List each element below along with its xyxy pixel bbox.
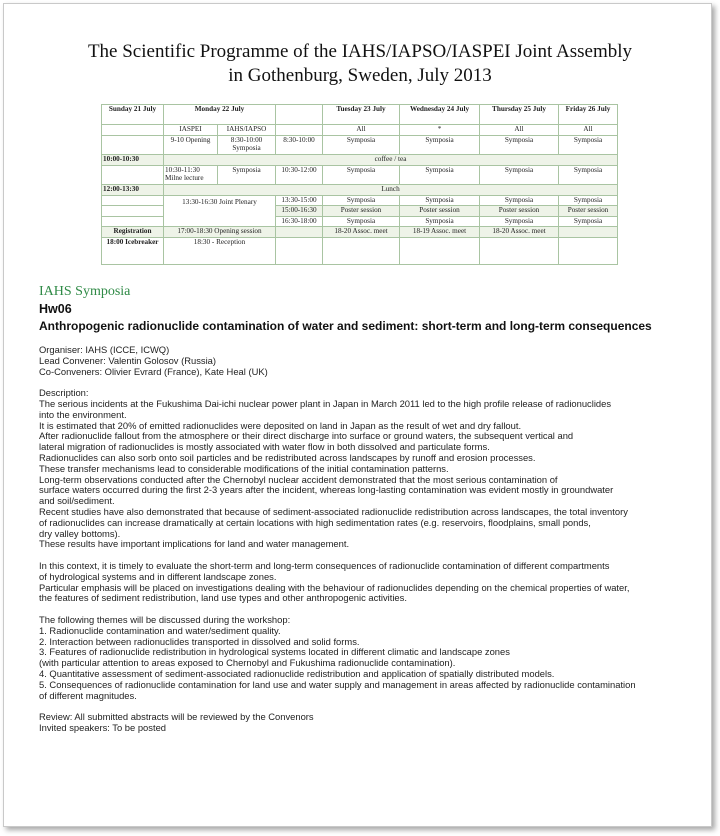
body-line: These results have important implications for land and water management. [39,538,350,550]
body-line: surface waters occurred during the first 2-3 years after the incident, whereas long-lasting contamination was evident mostly in groundwater [39,484,614,496]
cell: Symposia [559,136,618,155]
joint-plenary: 13:30-16:30 Joint Plenary [164,196,276,227]
schedule-row-afternoon-1 [102,196,618,206]
session-description [39,345,714,734]
body-line: After radionuclide fallout from the atmosphere or their direct discharge into surface or ground waters, the subsequent vertical and [39,430,574,442]
schedule-row-registration [102,227,618,238]
cell [323,238,400,265]
cell: 16:30-18:00 [276,217,323,227]
title-line-2: in Gothenburg, Sweden, July 2013 [228,65,492,86]
body-line: Organiser: IAHS (ICCE, ICWQ) [39,344,170,355]
header-thursday: Thursday 25 July [480,105,559,125]
body-line: Invited speakers: To be posted [39,721,166,733]
reception: 18:30 - Reception [164,238,276,265]
cell [276,125,323,136]
body-line [39,377,714,388]
cell: Symposia [480,166,559,185]
cell: Symposia [559,196,618,206]
body-line: In this context, it is timely to evaluate the short-term and long-term consequences of radionuclide contamination of different compartments [39,559,610,571]
header-wednesday: Wednesday 24 July [400,105,480,125]
schedule-row-morning-1 [102,136,618,155]
cell: Symposia [218,166,276,185]
cell: IAHS/IAPSO [218,125,276,136]
cell: 8:30-10:00 [276,136,323,155]
cell: 15:00-16:30 [276,206,323,217]
body-line: Long-term observations conducted after the Chernobyl nuclear accident demonstrated that the most serious contamination of [39,473,558,485]
body-line: Recent studies have also demonstrated that because of sediment-associated radionuclide redistribution across landscapes, the total inventory [39,505,628,517]
section-title: IAHS Symposia [39,284,131,299]
body-line: These transfer mechanisms lead to considerable modifications of the initial contamination patterns. [39,462,449,474]
cell: 9-10 Opening [164,136,218,155]
cell: Poster session [400,206,480,217]
header-sunday: Sunday 21 July [102,105,164,125]
cell: Symposia [559,217,618,227]
cell: IASPEI [164,125,218,136]
body-line: Radionuclides can also sorb onto soil particles and be redistributed across landscapes by runoff and erosion processes. [39,451,536,463]
cell: Symposia [323,136,400,155]
body-line: of radionuclides can increase dramatically at certain locations with high sedimentation rates (e.g. reservoirs, floodplains, small ponds, [39,516,591,528]
break-time: 10:00-10:30 [102,155,164,166]
cell: Symposia [400,196,480,206]
header-monday: Monday 22 July [164,105,276,125]
cell: Poster session [323,206,400,217]
cell [102,166,164,185]
cell: All [480,125,559,136]
cell: Symposia [480,217,559,227]
cell: Symposia [323,166,400,185]
cell: Symposia [480,136,559,155]
body-line: Lead Convener: Valentin Golosov (Russia) [39,354,217,366]
cell: 8:30-10:00 Symposia [218,136,276,155]
body-line: of hydrological systems and in different landscape zones. [39,570,277,582]
opening-session: 17:00-18:30 Opening session [164,227,276,238]
page-title [0,40,720,88]
body-line: dry valley bottoms). [39,527,121,539]
session-code: Hw06 [39,302,72,316]
body-line: The following themes will be discussed during the workshop: [39,613,291,625]
body-line: Particular emphasis will be placed on investigations dealing with the behaviour of radionuclides depending on the chemical properties of water, [39,581,630,593]
cell [102,125,164,136]
schedule-row-lunch [102,185,618,196]
schedule-row-coffee [102,155,618,166]
body-line: 3. Features of radionuclide redistribution in hydrological systems located in different climatic and landscape zones [39,646,510,658]
body-line: lateral migration of radionuclides is mostly associated with water flow in both dissolved and particulate forms. [39,441,490,453]
cell [559,238,618,265]
cell [102,217,164,227]
cell: Symposia [400,166,480,185]
cell: 10:30-12:00 [276,166,323,185]
schedule-header-row [102,105,618,125]
cell: Symposia [323,196,400,206]
cell: All [559,125,618,136]
header-tuesday: Tuesday 23 July [323,105,400,125]
header-friday: Friday 26 July [559,105,618,125]
body-line: the features of sediment redistribution, land use types and other anthropogenic activities. [39,592,407,604]
schedule-row-icebreaker [102,238,618,265]
icebreaker-label: 18:00 Icebreaker [102,238,164,265]
body-line: 1. Radionuclide contamination and water/sediment quality. [39,624,281,636]
cell [102,196,164,206]
registration-label: Registration [102,227,164,238]
cell: 13:30-15:00 [276,196,323,206]
body-line: Description: [39,387,89,399]
cell: Symposia [480,196,559,206]
cell [102,206,164,217]
cell [276,227,323,238]
break-label: coffee / tea [164,155,618,166]
break-time: 12:00-13:30 [102,185,164,196]
cell: 18-20 Assoc. meet [480,227,559,238]
break-label: Lunch [164,185,618,196]
schedule-row-morning-2 [102,166,618,185]
cell: Symposia [400,136,480,155]
body-line: 5. Consequences of radionuclide contamination for land use and water supply and management in areas affected by radionuclide contamination [39,678,636,690]
body-line: 4. Quantitative assessment of sediment-associated radionuclide redistribution and application of spatially distributed models. [39,667,555,679]
session-heading: Anthropogenic radionuclide contamination of water and sediment: short-term and long-term consequences [39,319,652,333]
cell: 18-19 Assoc. meet [400,227,480,238]
cell: Symposia [400,217,480,227]
cell: All [323,125,400,136]
cell [276,238,323,265]
cell: Symposia [559,166,618,185]
cell: Poster session [480,206,559,217]
title-line-1: The Scientific Programme of the IAHS/IAPSO/IASPEI Joint Assembly [87,41,633,62]
cell [559,227,618,238]
cell: 10:30-11:30 Milne lecture [164,166,218,185]
body-line: It is estimated that 20% of emitted radionuclides were deposited on land in Japan as the result of wet and dry fallout. [39,419,522,431]
body-line: Co-Conveners: Olivier Evrard (France), Kate Heal (UK) [39,365,268,377]
body-line: into the environment. [39,408,127,420]
cell [400,238,480,265]
schedule-table [101,104,618,265]
body-line: (with particular attention to areas exposed to Chernobyl and Fukushima radionuclide contamination). [39,657,456,669]
cell: 18-20 Assoc. meet [323,227,400,238]
schedule-row-assoc [102,125,618,136]
body-line: of different magnitudes. [39,689,137,701]
cell [480,238,559,265]
cell [102,136,164,155]
cell: * [400,125,480,136]
body-line: The serious incidents at the Fukushima Dai-ichi nuclear power plant in Japan in March 2011 led to the high profile release of radionuclides [39,397,612,409]
cell: Poster session [559,206,618,217]
body-line: 2. Interaction between radionuclides transported in dissolved and solid forms. [39,635,360,647]
body-line: and soil/sediment. [39,495,115,507]
cell: Symposia [323,217,400,227]
header-blank [276,105,323,125]
body-line: Review: All submitted abstracts will be reviewed by the Convenors [39,711,314,723]
